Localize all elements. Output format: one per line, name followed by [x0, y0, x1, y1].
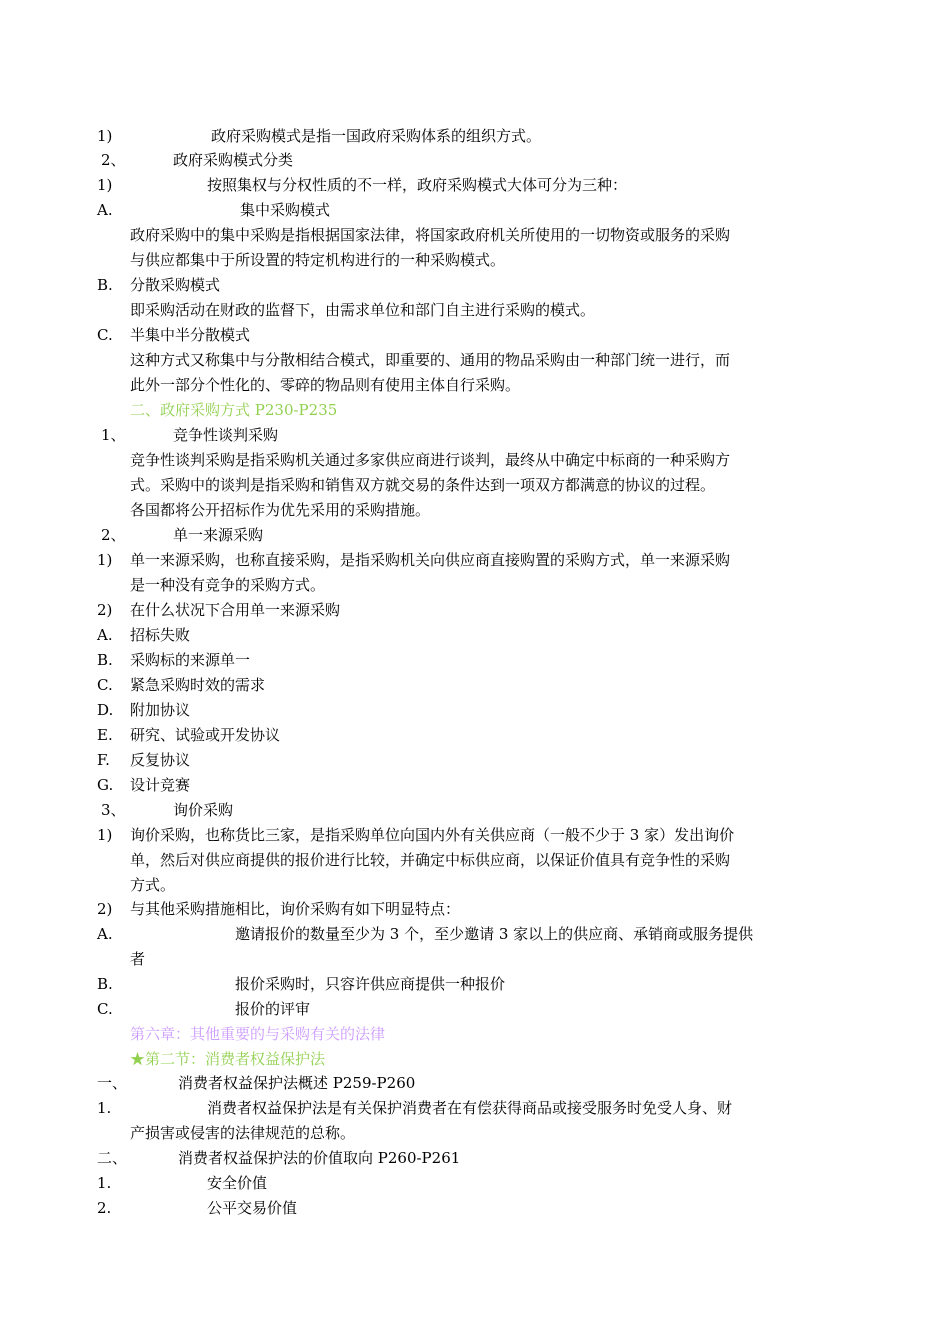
list-marker: F.: [97, 751, 110, 769]
line-text: 政府采购模式是指一国政府采购体系的组织方式。: [211, 127, 542, 145]
list-marker: 2): [97, 900, 113, 918]
line-text: 消费者权益保护法的价值取向 P260-P261: [178, 1149, 461, 1167]
line-text: 式。采购中的谈判是指采购和销售双方就交易的条件达到一项双方都满意的协议的过程。: [130, 476, 716, 494]
line-text: 第六章：其他重要的与采购有关的法律: [130, 1025, 386, 1043]
line-text: 反复协议: [130, 751, 191, 769]
line-text: 公平交易价值: [207, 1199, 298, 1217]
line-text: 招标失败: [130, 626, 191, 644]
line-text: 产损害或侵害的法律规范的总称。: [130, 1124, 356, 1142]
list-marker: C.: [97, 326, 113, 344]
line-text: 安全价值: [207, 1174, 268, 1192]
list-marker: 1.: [97, 1174, 112, 1192]
line-text: 紧急采购时效的需求: [130, 676, 266, 694]
list-marker: 1.: [97, 1099, 112, 1117]
list-marker: 二、: [97, 1149, 128, 1167]
line-text: 即采购活动在财政的监督下，由需求单位和部门自主进行采购的模式。: [130, 301, 596, 319]
line-text: 此外一部分个性化的、零碎的物品则有使用主体自行采购。: [130, 376, 521, 394]
list-marker: 2、: [101, 526, 126, 544]
line-text: 报价的评审: [235, 1000, 311, 1018]
list-marker: B.: [97, 651, 113, 669]
line-text: 询价采购，也称货比三家，是指采购单位向国内外有关供应商（一般不少于 3 家）发出询价: [130, 826, 735, 844]
line-text: 采购标的来源单一: [130, 651, 251, 669]
list-marker: A.: [97, 626, 113, 644]
line-text: 方式。: [130, 876, 176, 894]
list-marker: 一、: [97, 1074, 128, 1092]
line-text: 竞争性谈判采购是指采购机关通过多家供应商进行谈判，最终从中确定中标商的一种采购方: [130, 451, 731, 469]
line-text: 设计竞赛: [130, 776, 191, 794]
line-text: 消费者权益保护法是有关保护消费者在有偿获得商品或接受服务时免受人身、财: [207, 1099, 733, 1117]
line-text: 各国都将公开招标作为优先采用的采购措施。: [130, 501, 431, 519]
list-marker: B.: [97, 276, 113, 294]
line-text: 消费者权益保护法概述 P259-P260: [178, 1074, 416, 1092]
line-text: 者: [130, 950, 146, 968]
line-text: 报价采购时，只容许供应商提供一种报价: [235, 975, 506, 993]
list-marker: B.: [97, 975, 113, 993]
line-text: 附加协议: [130, 701, 191, 719]
line-text: 与供应都集中于所设置的特定机构进行的一种采购模式。: [130, 251, 506, 269]
line-text: 单一来源采购，也称直接采购，是指采购机关向供应商直接购置的采购方式，单一来源采购: [130, 551, 731, 569]
line-text: 是一种没有竞争的采购方式。: [130, 576, 326, 594]
list-marker: 1): [97, 551, 113, 569]
line-text: 集中采购模式: [240, 201, 331, 219]
line-text: 研究、试验或开发协议: [130, 726, 281, 744]
line-text: 二、政府采购方式 P230-P235: [130, 401, 338, 419]
list-marker: C.: [97, 676, 113, 694]
line-text: 竞争性谈判采购: [173, 426, 279, 444]
list-marker: A.: [97, 201, 113, 219]
line-text: 询价采购: [173, 801, 234, 819]
line-text: 单，然后对供应商提供的报价进行比较，并确定中标供应商，以保证价值具有竞争性的采购: [130, 851, 731, 869]
list-marker: 1): [97, 176, 113, 194]
list-marker: 2): [97, 601, 113, 619]
list-marker: 3、: [101, 801, 126, 819]
line-text: 按照集权与分权性质的不一样，政府采购模式大体可分为三种：: [207, 176, 628, 194]
list-marker: 1、: [101, 426, 126, 444]
line-text: 政府采购模式分类: [173, 151, 294, 169]
list-marker: G.: [97, 776, 114, 794]
line-text: 这种方式又称集中与分散相结合模式，即重要的、通用的物品采购由一种部门统一进行，而: [130, 351, 731, 369]
line-text: 与其他采购措施相比，询价采购有如下明显特点：: [130, 900, 461, 918]
list-marker: 2.: [97, 1199, 112, 1217]
line-text: 在什么状况下合用单一来源采购: [130, 601, 341, 619]
line-text: ★第二节：消费者权益保护法: [130, 1050, 326, 1068]
list-marker: 1): [97, 127, 113, 145]
list-marker: C.: [97, 1000, 113, 1018]
line-text: 分散采购模式: [130, 276, 221, 294]
list-marker: 2、: [101, 151, 126, 169]
line-text: 政府采购中的集中采购是指根据国家法律，将国家政府机关所使用的一切物资或服务的采购: [130, 226, 731, 244]
line-text: 半集中半分散模式: [130, 326, 251, 344]
list-marker: 1): [97, 826, 113, 844]
line-text: 单一来源采购: [173, 526, 264, 544]
list-marker: E.: [97, 726, 113, 744]
list-marker: D.: [97, 701, 114, 719]
line-text: 邀请报价的数量至少为 3 个，至少邀请 3 家以上的供应商、承销商或服务提供: [235, 925, 754, 943]
list-marker: A.: [97, 925, 113, 943]
